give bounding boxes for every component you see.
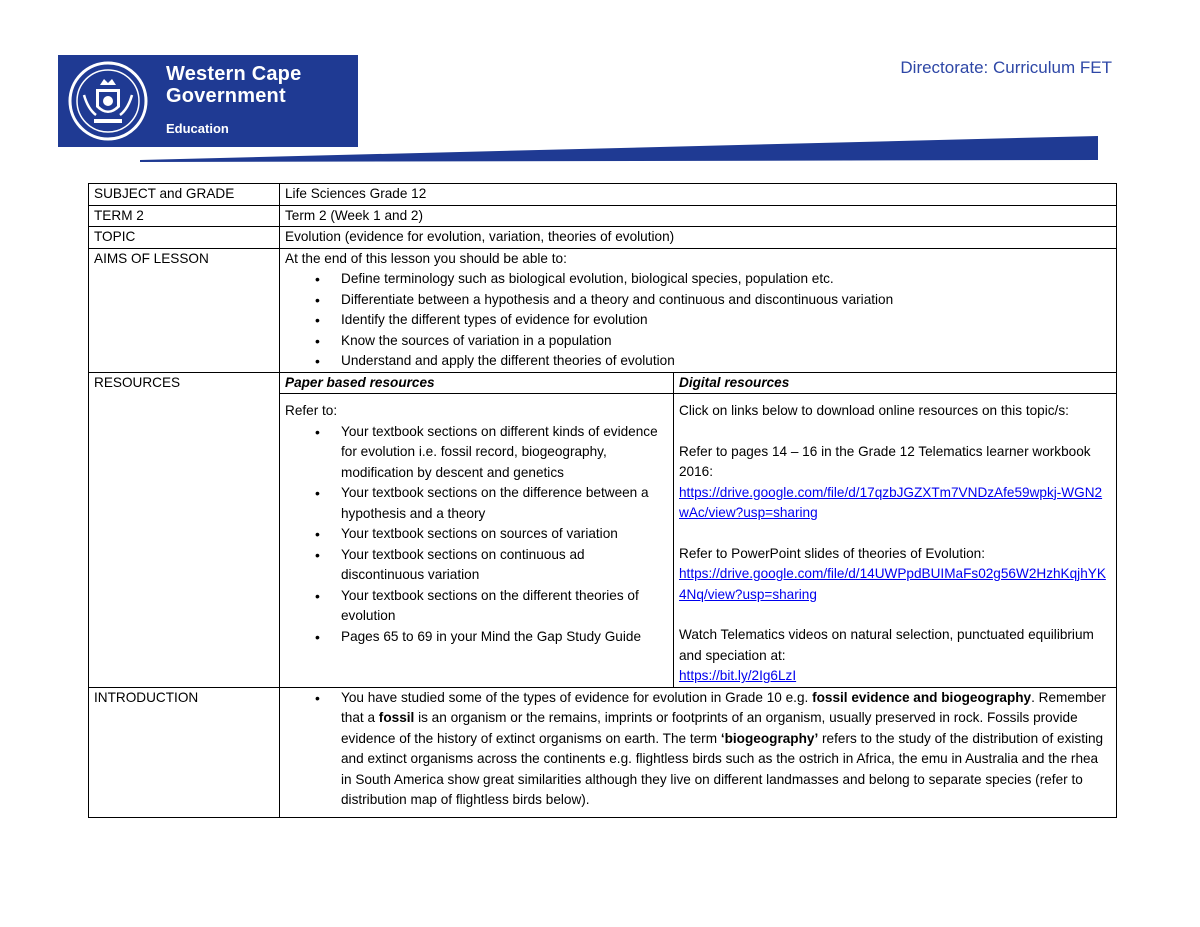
intro-bold: fossil	[378, 710, 415, 725]
paper-heading-text: Paper based resources	[285, 374, 435, 390]
coat-of-arms-icon	[66, 59, 150, 143]
paper-resources-list	[285, 422, 668, 648]
subject-row	[89, 184, 1117, 206]
digital-intro: Click on links below to download online resources on this topic/s:	[679, 403, 1069, 418]
resources-heading-row	[89, 372, 1117, 394]
org-name-line2: Government	[166, 85, 286, 107]
introduction-row	[89, 687, 1117, 817]
paper-intro: Refer to:	[285, 403, 338, 418]
aims-list	[285, 269, 1111, 372]
list-item: • Your textbook sections on continuous ad discontinuous variation	[341, 545, 668, 586]
digital-heading	[674, 372, 1117, 394]
aims-intro: At the end of this lesson you should be able to:	[285, 250, 567, 266]
org-division: Education	[166, 121, 229, 136]
introduction-list	[285, 688, 1111, 811]
spacer	[679, 524, 1111, 544]
paper-resources-cell	[280, 394, 674, 688]
digital-text-1: Refer to pages 14 – 16 in the Grade 12 Telematics learner workbook 2016:	[679, 443, 1091, 479]
intro-bold: ‘biogeography’	[720, 730, 819, 746]
term-value: Term 2 (Week 1 and 2)	[280, 205, 1117, 227]
list-item: • Your textbook sections on the difference between a hypothesis and a theory	[341, 483, 668, 524]
directorate-title: Directorate: Curriculum FET	[900, 58, 1112, 77]
resources-label: RESOURCES	[89, 372, 280, 687]
spacer	[679, 422, 1111, 442]
powerpoint-link[interactable]: https://drive.google.com/file/d/14UWPpdBUIMaFs02g56W2HzhKqjhYK4Nq/view?usp=sharing	[679, 566, 1106, 602]
list-item: • Differentiate between a hypothesis and a theory and continuous and discontinuous variation	[341, 290, 1111, 311]
header-swoosh-bar	[140, 136, 1100, 162]
list-item: • Pages 65 to 69 in your Mind the Gap Study Guide	[341, 627, 668, 648]
introduction-cell	[280, 687, 1117, 817]
list-item: • Understand and apply the different theories of evolution	[341, 351, 1111, 372]
videos-link[interactable]: https://bit.ly/2Ig6LzI	[679, 668, 797, 683]
paper-heading	[280, 372, 674, 394]
aims-label: AIMS OF LESSON	[89, 248, 280, 372]
list-item: • Your textbook sections on sources of variation	[341, 524, 668, 545]
term-row	[89, 205, 1117, 227]
digital-text-2: Refer to PowerPoint slides of theories of Evolution:	[679, 545, 986, 561]
topic-value: Evolution (evidence for evolution, variation, theories of evolution)	[280, 227, 1117, 249]
list-item: • Know the sources of variation in a population	[341, 331, 1111, 352]
intro-text: You have studied some of the types of evidence for evolution in Grade 10 e.g.	[341, 689, 813, 705]
digital-resources-cell	[674, 394, 1117, 688]
lesson-plan-table	[88, 183, 1117, 818]
digital-heading-text: Digital resources	[679, 374, 790, 390]
topic-row	[89, 227, 1117, 249]
list-item: • Define terminology such as biological evolution, biological species, population etc.	[341, 269, 1111, 290]
introduction-paragraph	[341, 688, 1111, 811]
list-item: • Identify the different types of evidence for evolution	[341, 310, 1111, 331]
subject-label: SUBJECT and GRADE	[89, 184, 280, 206]
list-item: • Your textbook sections on different kinds of evidence for evolution i.e. fossil record, biogeography, modification by descent and genetics	[341, 422, 668, 484]
introduction-label: INTRODUCTION	[89, 687, 280, 817]
intro-text: refers to the study of the distribution of existing and extinct organisms across the continents e.g. flightless birds such as the ostrich in Africa, the emu in Australia and the rhea in South America show great similarities although they live on different landmasses and belong to separate species (refer to distribution map of flightless birds below).	[341, 730, 1104, 807]
topic-label: TOPIC	[89, 227, 280, 249]
intro-bold: fossil evidence and biogeography	[812, 689, 1032, 705]
subject-value: Life Sciences Grade 12	[280, 184, 1117, 206]
list-item: • Your textbook sections on the different theories of evolution	[341, 586, 668, 627]
term-label: TERM 2	[89, 205, 280, 227]
aims-row	[89, 248, 1117, 372]
aims-cell	[280, 248, 1117, 372]
workbook-link[interactable]: https://drive.google.com/file/d/17qzbJGZXTm7VNDzAfe59wpkj-WGN2wAc/view?usp=sharing	[679, 484, 1103, 520]
org-name-line1: Western Cape	[166, 63, 302, 85]
wcg-logo	[58, 55, 358, 147]
intro-text: is an organism or the remains, imprints or footprints of an organism, usually preserved in rock. Fossils provide evidence of the history of extinct organisms on earth. The term	[341, 710, 1078, 746]
spacer	[679, 605, 1111, 625]
digital-text-3: Watch Telematics videos on natural selection, punctuated equilibrium and speciation at:	[679, 627, 1094, 663]
intro-text: . Remember that a	[341, 689, 1106, 725]
